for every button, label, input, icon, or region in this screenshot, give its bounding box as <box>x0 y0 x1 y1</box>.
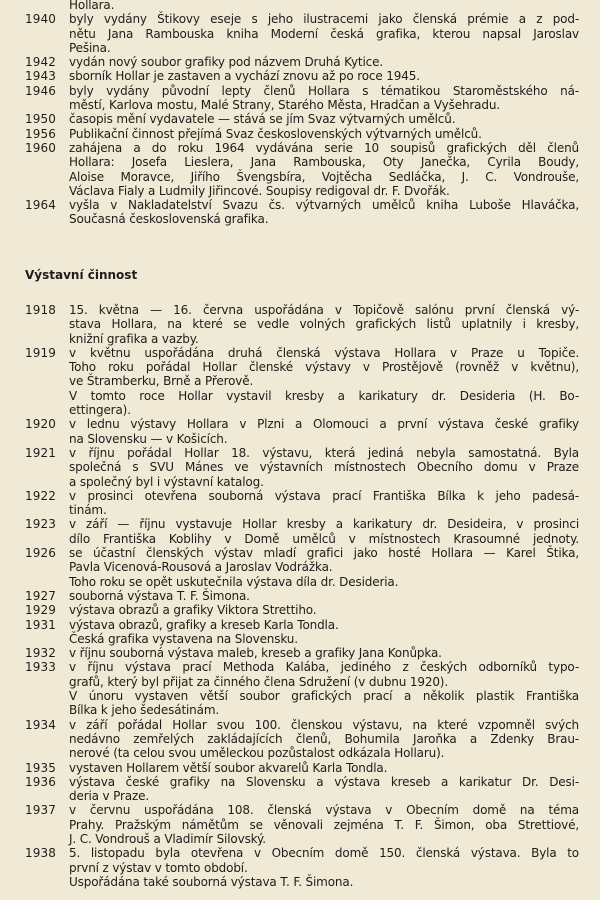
entry-year <box>0 0 69 12</box>
entry-year: 1934 <box>25 717 56 732</box>
chronology-entry <box>0 589 600 603</box>
entry-text: byly vydány Štikovy eseje s jeho ilustracemi jako členská prémie a z pod- nětu Jana Rambouska kniha Moderní česká grafika, kterou napsal Jaroslav Pešina. <box>69 12 579 55</box>
entry-text: souborná výstava T. F. Šimona. <box>69 588 250 603</box>
entry-text: výstava obrazů a grafiky Viktora Strettiho. <box>69 603 317 618</box>
chronology-entry <box>0 718 600 761</box>
chronology-entry <box>0 12 600 55</box>
chronology-entry <box>0 346 600 417</box>
entry-year: 1943 <box>25 69 56 84</box>
entry-year: 1933 <box>25 660 56 675</box>
entry-year: 1918 <box>25 303 56 317</box>
chronology-entry <box>0 646 600 660</box>
entry-text: časopis mění vydavatele — stává se jím Svaz výtvarných umělců. <box>69 112 456 127</box>
entry-year: 1921 <box>25 445 56 460</box>
chronology-entry <box>0 141 600 198</box>
entry-text: v lednu výstavy Hollara v Plzni a Olomouci a první výstava české grafiky na Slovensku — v Košicích. <box>69 417 579 446</box>
chronology-entry <box>0 618 600 647</box>
entry-year: 1932 <box>25 646 56 661</box>
chronology-entry <box>0 127 600 141</box>
chronology-entry <box>0 112 600 126</box>
chronology-entry <box>0 303 600 346</box>
entry-text: vydán nový soubor grafiky pod názvem Druhá Kytice. <box>69 55 383 70</box>
entry-text: byly vydány původní lepty členů Hollara s tématikou Staroměstského ná- městí, Karlova mostu, Malé Strany, Starého Města, Hradčan a Vyšehradu. <box>69 83 579 113</box>
section-heading: Výstavní činnost <box>25 268 138 282</box>
entry-text: v prosinci otevřena souborná výstava prací Františka Bílka k jeho padesá- tinám. <box>69 488 579 518</box>
entry-year: 1964 <box>25 198 56 213</box>
exhibition-history-list <box>0 303 600 889</box>
chronology-entry <box>0 803 600 846</box>
entry-text: zahájena a do roku 1964 vydávána serie 10 soupisů grafických děl členů Hollara: Josefa Lieslera, Jana Rambouska, Oty Janečka, Cyrila Boudy, Aloise Moravce, Jiřího Švengsbíra, Vojtěcha Sedláčka, J. C. Vondrouše, Václava Fialy a Ludmily Jiřincové. Soupisy redigoval dr. F. Dvořák. <box>69 140 579 198</box>
entry-text: v říjnu výstava prací Methoda Kalába, jediného z českých odborníků typo- grafů, který byl přijat za činného člena Sdružení (v dubnu 1920). V únoru vystaven větší soubor grafických prací a několik plastik Františka Bílka k jeho šedesátinám. <box>69 660 579 718</box>
chronology-entry <box>0 761 600 775</box>
entry-text: v září pořádal Hollar svou 100. členskou výstavu, na které vzpomněl svých nedávno zemřelých zakládajících členů, Bohumila Jaroňka a Zdenky Brau- nerové (ta celou svou uměleckou pozůstalost odkázala Hollaru). <box>69 717 579 761</box>
entry-year: 1935 <box>25 760 56 775</box>
entry-text: v říjnu souborná výstava maleb, kreseb a grafiky Jana Konůpka. <box>69 646 442 661</box>
chronology-entry <box>0 660 600 717</box>
entry-text: vystaven Hollarem větší soubor akvarelů Karla Tondla. <box>69 760 388 775</box>
entry-year: 1929 <box>25 603 56 618</box>
entry-year: 1920 <box>25 417 56 432</box>
entry-year: 1926 <box>25 546 56 561</box>
chronology-entry <box>0 846 600 889</box>
chronology-entry <box>0 84 600 113</box>
chronology-entry <box>0 603 600 617</box>
entry-year: 1931 <box>25 617 56 632</box>
chronology-entry <box>0 55 600 69</box>
entry-text: 15. května — 16. června uspořádána v Topičově salónu první členská vý- stava Hollara, na které se vedle volných grafických listů uplatnily i kresby, knižní grafika a vazby. <box>69 303 579 346</box>
chronology-entry <box>0 69 600 83</box>
entry-year: 1922 <box>25 488 56 503</box>
entry-text: v říjnu pořádal Hollar 18. výstavu, která jediná nebyla samostatná. Byla společná s SVU Mánes ve výstavních místnostech Obecního domu v Praze a společný byl i výstavní katalog. <box>69 445 579 489</box>
entry-text: Hollara. <box>69 0 115 12</box>
entry-text: se účastní členských výstav mladí grafici jako hosté Hollara — Karel Štika, Pavla Vicenová-Rousová a Jaroslav Vodrážka. Toho roku se opět uskutečnila výstava díla dr. Desideria. <box>69 546 579 589</box>
entry-year: 1927 <box>25 588 56 603</box>
chronology-entry <box>0 446 600 489</box>
entry-text: výstava české grafiky na Slovensku a výstava kreseb a karikatur Dr. Desi- deria v Praze. <box>69 774 579 804</box>
chronology-entry <box>0 517 600 546</box>
entry-year: 1923 <box>25 517 56 532</box>
chronology-entry <box>0 546 600 589</box>
entry-year: 1919 <box>25 345 56 360</box>
entry-text: v květnu uspořádána druhá členská výstava Hollara v Praze u Topiče. Toho roku pořádal Hollar členské výstavy v Prostějově (rovněž v květnu), ve Štramberku, Brně a Přerově. V tomto roce Hollar vystavil kresby a karikatury dr. Desideria (H. Bo- ettingera). <box>69 345 579 418</box>
entry-year: 1950 <box>25 112 56 127</box>
chronology-entry <box>0 198 600 227</box>
chronology-entry <box>0 489 600 518</box>
entry-text: v červnu uspořádána 108. členská výstava v Obecním domě na téma Prahy. Pražským námětům se věnovali zejména T. F. Šimon, oba Strettiové, J. C. Vondrouš a Vladimír Silovský. <box>69 803 579 846</box>
publication-history-list <box>0 0 600 227</box>
entry-year: 1937 <box>25 803 56 818</box>
entry-text: v září — říjnu vystavuje Hollar kresby a karikatury dr. Desideira, v prosinci dílo Františka Koblihy v Domě umělců v místnostech Krasoumné jednoty. <box>69 517 579 546</box>
entry-text: výstava obrazů, grafiky a kreseb Karla Tondla. Česká grafika vystavena na Slovensku. <box>69 617 339 646</box>
chronology-entry <box>0 417 600 446</box>
entry-text: vyšla v Nakladatelství Svazu čs. výtvarných umělců kniha Luboše Hlaváčka, Současná československá grafika. <box>69 198 579 227</box>
chronology-entry <box>0 0 600 12</box>
entry-year: 1938 <box>25 846 56 861</box>
entry-year: 1960 <box>25 140 56 155</box>
entry-year: 1942 <box>25 55 56 70</box>
entry-year: 1940 <box>25 12 56 27</box>
chronology-entry <box>0 775 600 804</box>
entry-text: sborník Hollar je zastaven a vychází znovu až po roce 1945. <box>69 69 420 84</box>
entry-year: 1936 <box>25 774 56 789</box>
entry-text: Publikační činnost přejímá Svaz československých výtvarných umělců. <box>69 126 482 141</box>
entry-text: 5. listopadu byla otevřena v Obecním domě 150. členská výstava. Byla to první z výstav v tomto období. Uspořádána také souborná výstava T. F. Šimona. <box>69 846 579 889</box>
entry-year: 1946 <box>25 83 56 98</box>
entry-year: 1956 <box>25 126 56 141</box>
